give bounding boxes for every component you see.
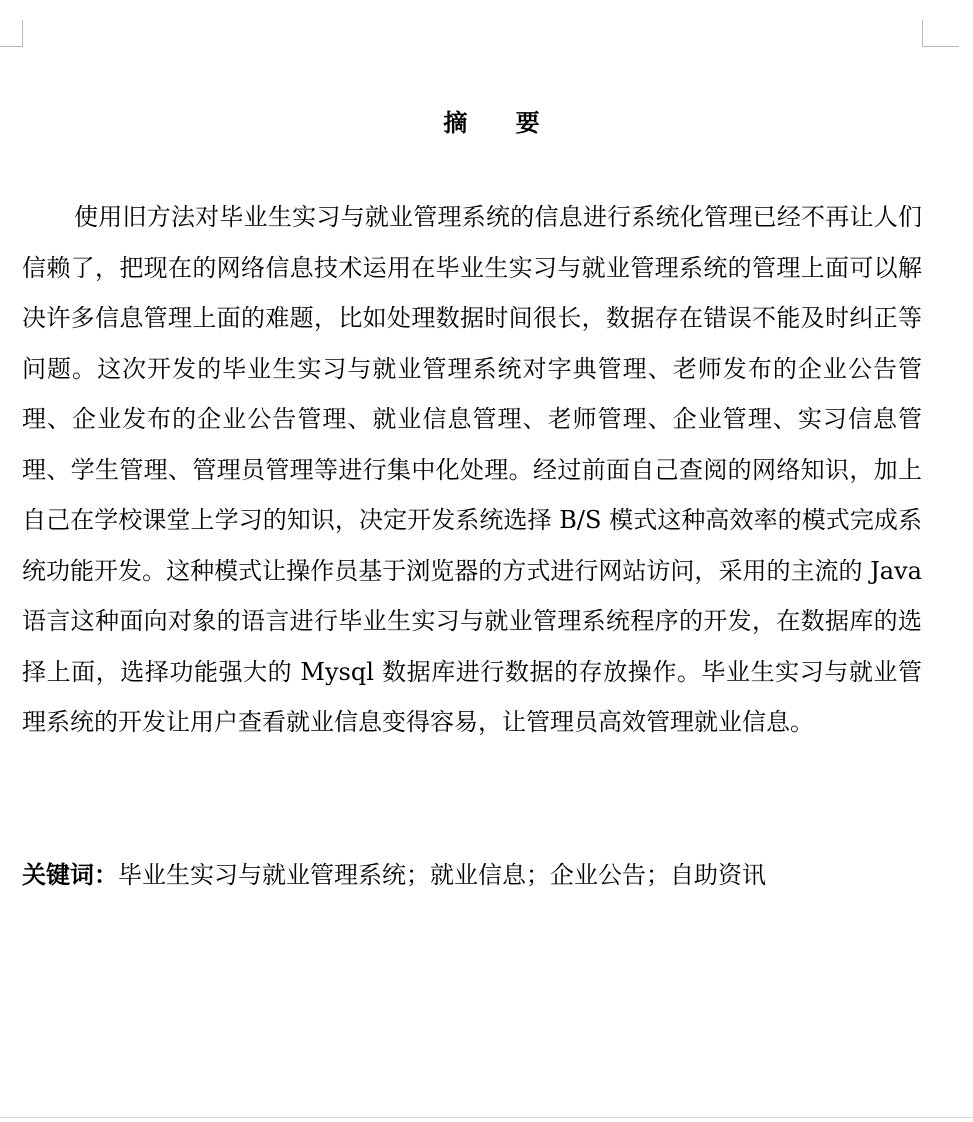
page-bottom-divider bbox=[0, 1117, 973, 1118]
page-corner-mark-top-left bbox=[0, 20, 23, 47]
keywords-label: 关键词： bbox=[22, 861, 118, 889]
keywords-text: 毕业生实习与就业管理系统；就业信息；企业公告；自助资讯 bbox=[118, 861, 766, 889]
keywords-line bbox=[22, 850, 922, 900]
abstract-body: 使用旧方法对毕业生实习与就业管理系统的信息进行系统化管理已经不再让人们信赖了，把现在的网络信息技术运用在毕业生实习与就业管理系统的管理上面可以解决许多信息管理上面的难题，比如处理数据时间很长，数据存在错误不能及时纠正等问题。这次开发的毕业生实习与就业管理系统对字典管理、老师发布的企业公告管理、企业发布的企业公告管理、就业信息管理、老师管理、企业管理、实习信息管理、学生管理、管理员管理等进行集中化处理。经过前面自己查阅的网络知识，加上自己在学校课堂上学习的知识，决定开发系统选择 B/S 模式这种高效率的模式完成系统功能开发。这种模式让操作员基于浏览器的方式进行网站访问，采用的主流的 Java 语言这种面向对象的语言进行毕业生实习与就业管理系统程序的开发，在数据库的选择上面，选择功能强大的 Mysql 数据库进行数据的存放操作。毕业生实习与就业管理系统的开发让用户查看就业信息变得容易，让管理员高效管理就业信息。 bbox=[22, 203, 922, 736]
abstract-title: 摘 要 bbox=[443, 108, 560, 137]
page-corner-mark-top-right bbox=[922, 20, 959, 47]
